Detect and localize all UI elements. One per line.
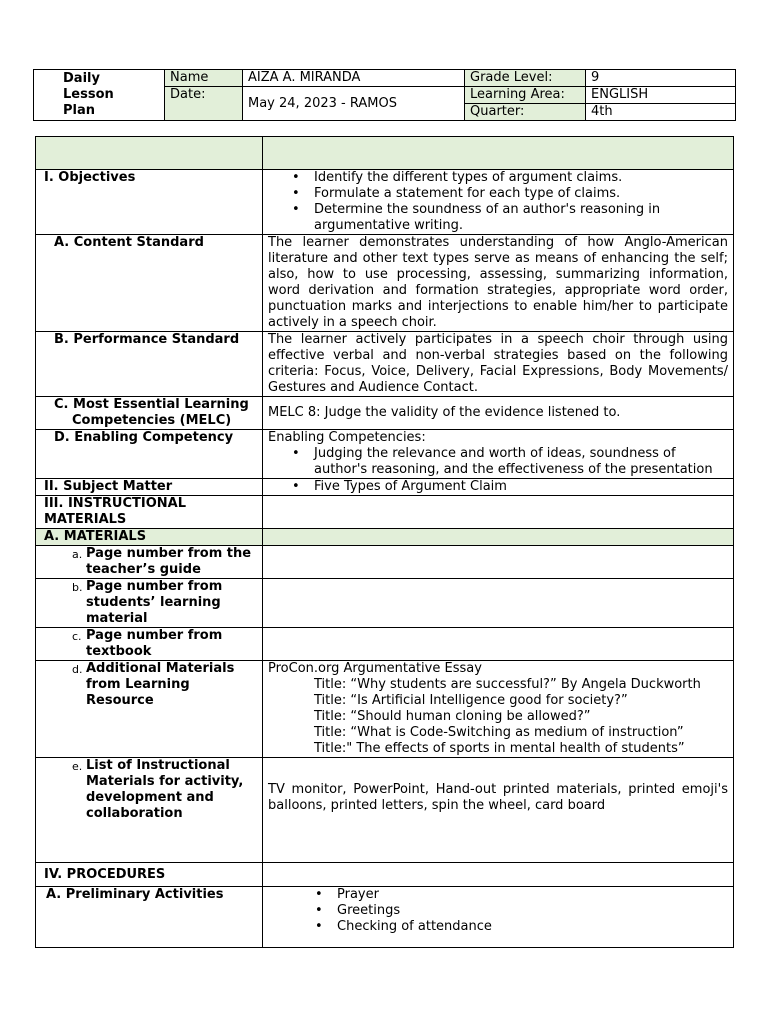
materials-a-label: Page number from the teacher’s guide xyxy=(86,546,252,577)
materials-d-row: d. Additional Materials from Learning Resource ProCon.org Argumentative Essay Title: “Why students are successful?” By Angela Duckworth Title: “Is Artificial Intelligence good for society?” Title: “Should human cloning be allowed?” Title: “What is Code-Switching as medium of instruction” Title:" The effects of sports in mental health of students” xyxy=(36,661,734,758)
quarter-value: 4th xyxy=(586,104,736,121)
objectives-row xyxy=(36,170,734,235)
materials-c-label: Page number from textbook xyxy=(86,628,223,659)
list-item: • Five Types of Argument Claim xyxy=(268,479,728,495)
grade-label: Grade Level: xyxy=(465,70,586,87)
materials-d-source: ProCon.org Argumentative Essay xyxy=(268,661,482,676)
header-table xyxy=(33,69,736,121)
preliminary-list xyxy=(268,887,728,935)
performance-standard-label: B. Performance Standard xyxy=(36,332,263,397)
list-item: Title: “What is Code-Switching as medium of instruction” xyxy=(314,725,684,740)
objectives-list xyxy=(268,170,728,234)
doc-title: Daily Lesson Plan xyxy=(34,70,165,121)
list-item: Title: “Is Artificial Intelligence good for society?” xyxy=(314,693,628,708)
table-header-row xyxy=(36,137,734,170)
instructional-materials-row xyxy=(36,496,734,529)
list-item: • Judging the relevance and worth of ideas, soundness of author's reasoning, and the effectiveness of the presentation xyxy=(268,446,728,478)
materials-row xyxy=(36,529,734,546)
subject-matter-row xyxy=(36,479,734,496)
name-label: Name xyxy=(165,70,243,87)
melc-row xyxy=(36,397,734,430)
lesson-plan-table xyxy=(35,136,734,948)
materials-b-label: Page number from students’ learning material xyxy=(86,579,223,626)
melc-text: MELC 8: Judge the validity of the evidence listened to. xyxy=(263,397,734,430)
materials-e-row: e. List of Instructional Materials for activity, development and collaboration TV monitor, PowerPoint, Hand-out printed materials, printed emoji's balloons, printed letters, spin the wheel, card board xyxy=(36,758,734,863)
procedures-row xyxy=(36,863,734,887)
materials-e-label: List of Instructional Materials for activity, development and collaboration xyxy=(86,758,244,821)
list-item: Title: “Why students are successful?” By Angela Duckworth xyxy=(314,677,701,692)
list-item: • Prayer xyxy=(268,887,728,903)
list-item: • Greetings xyxy=(268,903,728,919)
performance-standard-row xyxy=(36,332,734,397)
materials-b-row: b. Page number from students’ learning material xyxy=(36,579,734,628)
materials-d-label: Additional Materials from Learning Resource xyxy=(86,661,235,708)
subject-matter-label: II. Subject Matter xyxy=(36,479,263,496)
date-value: May 24, 2023 - RAMOS xyxy=(243,87,465,121)
materials-a-value xyxy=(263,546,734,579)
melc-label: C. Most Essential Learning Competencies (MELC) xyxy=(36,397,263,430)
list-item: • Determine the soundness of an author's reasoning in argumentative writing. xyxy=(268,202,728,234)
list-item: Title: “Should human cloning be allowed?” xyxy=(314,709,591,724)
objectives-label: I. Objectives xyxy=(36,170,263,235)
name-value: AIZA A. MIRANDA xyxy=(243,70,465,87)
materials-label: A. MATERIALS xyxy=(36,529,263,546)
area-label: Learning Area: xyxy=(465,87,586,104)
content-standard-label: A. Content Standard xyxy=(36,235,263,332)
instructional-label: III. INSTRUCTIONAL MATERIALS xyxy=(36,496,263,529)
procedures-label: IV. PROCEDURES xyxy=(36,863,263,887)
materials-c-value xyxy=(263,628,734,661)
grade-value: 9 xyxy=(586,70,736,87)
content-standard-text: The learner demonstrates understanding of how Anglo-American literature and other text types serve as means of enhancing the self; also, how to use processing, assessing, summarizing information, word derivation and formation strategies, appropriate word order, punctuation marks and interjections to enable him/her to participate actively in a speech choir. xyxy=(263,235,734,332)
materials-c-row: c. Page number from textbook xyxy=(36,628,734,661)
performance-standard-text: The learner actively participates in a speech choir through using effective verbal and non-verbal strategies based on the following criteria: Focus, Voice, Delivery, Facial Expressions, Body Movements/ Gestures and Audience Contact. xyxy=(263,332,734,397)
enabling-list xyxy=(268,446,728,478)
materials-a-row: a. Page number from the teacher’s guide xyxy=(36,546,734,579)
list-item: • Formulate a statement for each type of claims. xyxy=(268,186,728,202)
materials-e-value: TV monitor, PowerPoint, Hand-out printed materials, printed emoji's balloons, printed letters, spin the wheel, card board xyxy=(263,758,734,863)
area-value: ENGLISH xyxy=(586,87,736,104)
enabling-heading: Enabling Competencies: xyxy=(268,430,426,445)
quarter-label: Quarter: xyxy=(465,104,586,121)
list-item: Title:" The effects of sports in mental health of students” xyxy=(314,741,685,756)
enabling-row xyxy=(36,430,734,479)
materials-b-value xyxy=(263,579,734,628)
list-item: • Checking of attendance xyxy=(268,919,728,935)
content-standard-row xyxy=(36,235,734,332)
list-item: • Identify the different types of argument claims. xyxy=(268,170,728,186)
subject-matter-list xyxy=(268,479,728,495)
preliminary-row xyxy=(36,887,734,948)
date-label: Date: xyxy=(165,87,243,121)
enabling-label: D. Enabling Competency xyxy=(36,430,263,479)
preliminary-label: A. Preliminary Activities xyxy=(36,887,263,948)
